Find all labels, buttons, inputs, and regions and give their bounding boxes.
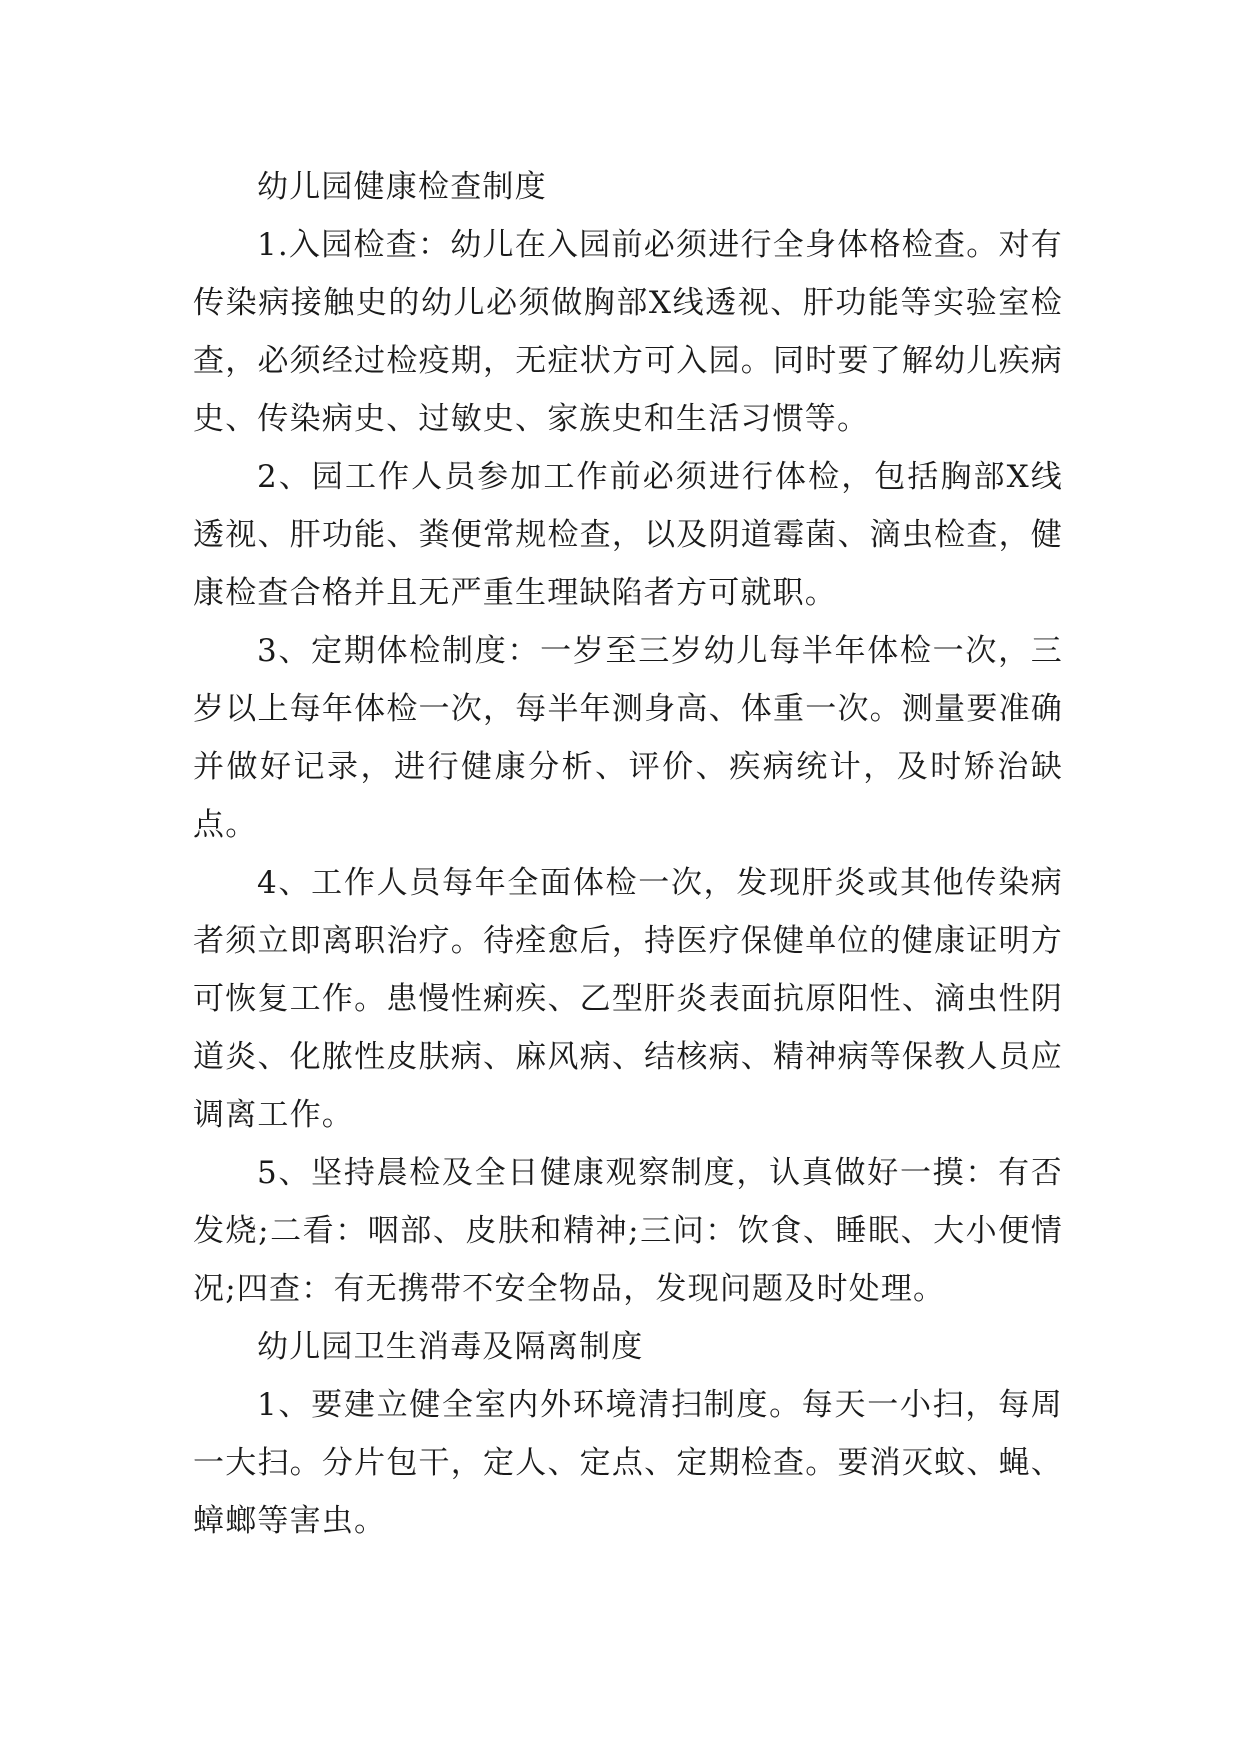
paragraph-admission-check: 1.入园检查：幼儿在入园前必须进行全身体格检查。对有传染病接触史的幼儿必须做胸部X线透视、肝功能等实验室检查，必须经过检疫期，无症状方可入园。同时要了解幼儿疾病史、传染病史、过敏史、家族史和生活习惯等。 <box>193 227 1063 437</box>
paragraph-staff-check: 2、园工作人员参加工作前必须进行体检，包括胸部X线透视、肝功能、粪便常规检查，以及阴道霉菌、滴虫检查，健康检查合格并且无严重生理缺陷者方可就职。 <box>193 459 1063 611</box>
paragraph-morning-check: 5、坚持晨检及全日健康观察制度，认真做好一摸：有否发烧;二看：咽部、皮肤和精神;三问：饮食、睡眠、大小便情况;四查：有无携带不安全物品，发现问题及时处理。 <box>193 1155 1063 1307</box>
paragraph-staff-annual-check: 4、工作人员每年全面体检一次，发现肝炎或其他传染病者须立即离职治疗。待痊愈后，持医疗保健单位的健康证明方可恢复工作。患慢性痢疾、乙型肝炎表面抗原阳性、滴虫性阴道炎、化脓性皮肤病、麻风病、结核病、精神病等保教人员应调离工作。 <box>193 865 1063 1133</box>
document-page <box>193 158 1063 1550</box>
paragraph-periodic-check: 3、定期体检制度：一岁至三岁幼儿每半年体检一次，三岁以上每年体检一次，每半年测身高、体重一次。测量要准确并做好记录，进行健康分析、评价、疾病统计，及时矫治缺点。 <box>193 633 1063 843</box>
section-title-health-check: 幼儿园健康检查制度 <box>257 169 547 205</box>
section-title-hygiene: 幼儿园卫生消毒及隔离制度 <box>257 1329 644 1365</box>
paragraph-cleaning: 1、要建立健全室内外环境清扫制度。每天一小扫，每周一大扫。分片包干，定人、定点、定期检查。要消灭蚊、蝇、蟑螂等害虫。 <box>193 1387 1063 1539</box>
